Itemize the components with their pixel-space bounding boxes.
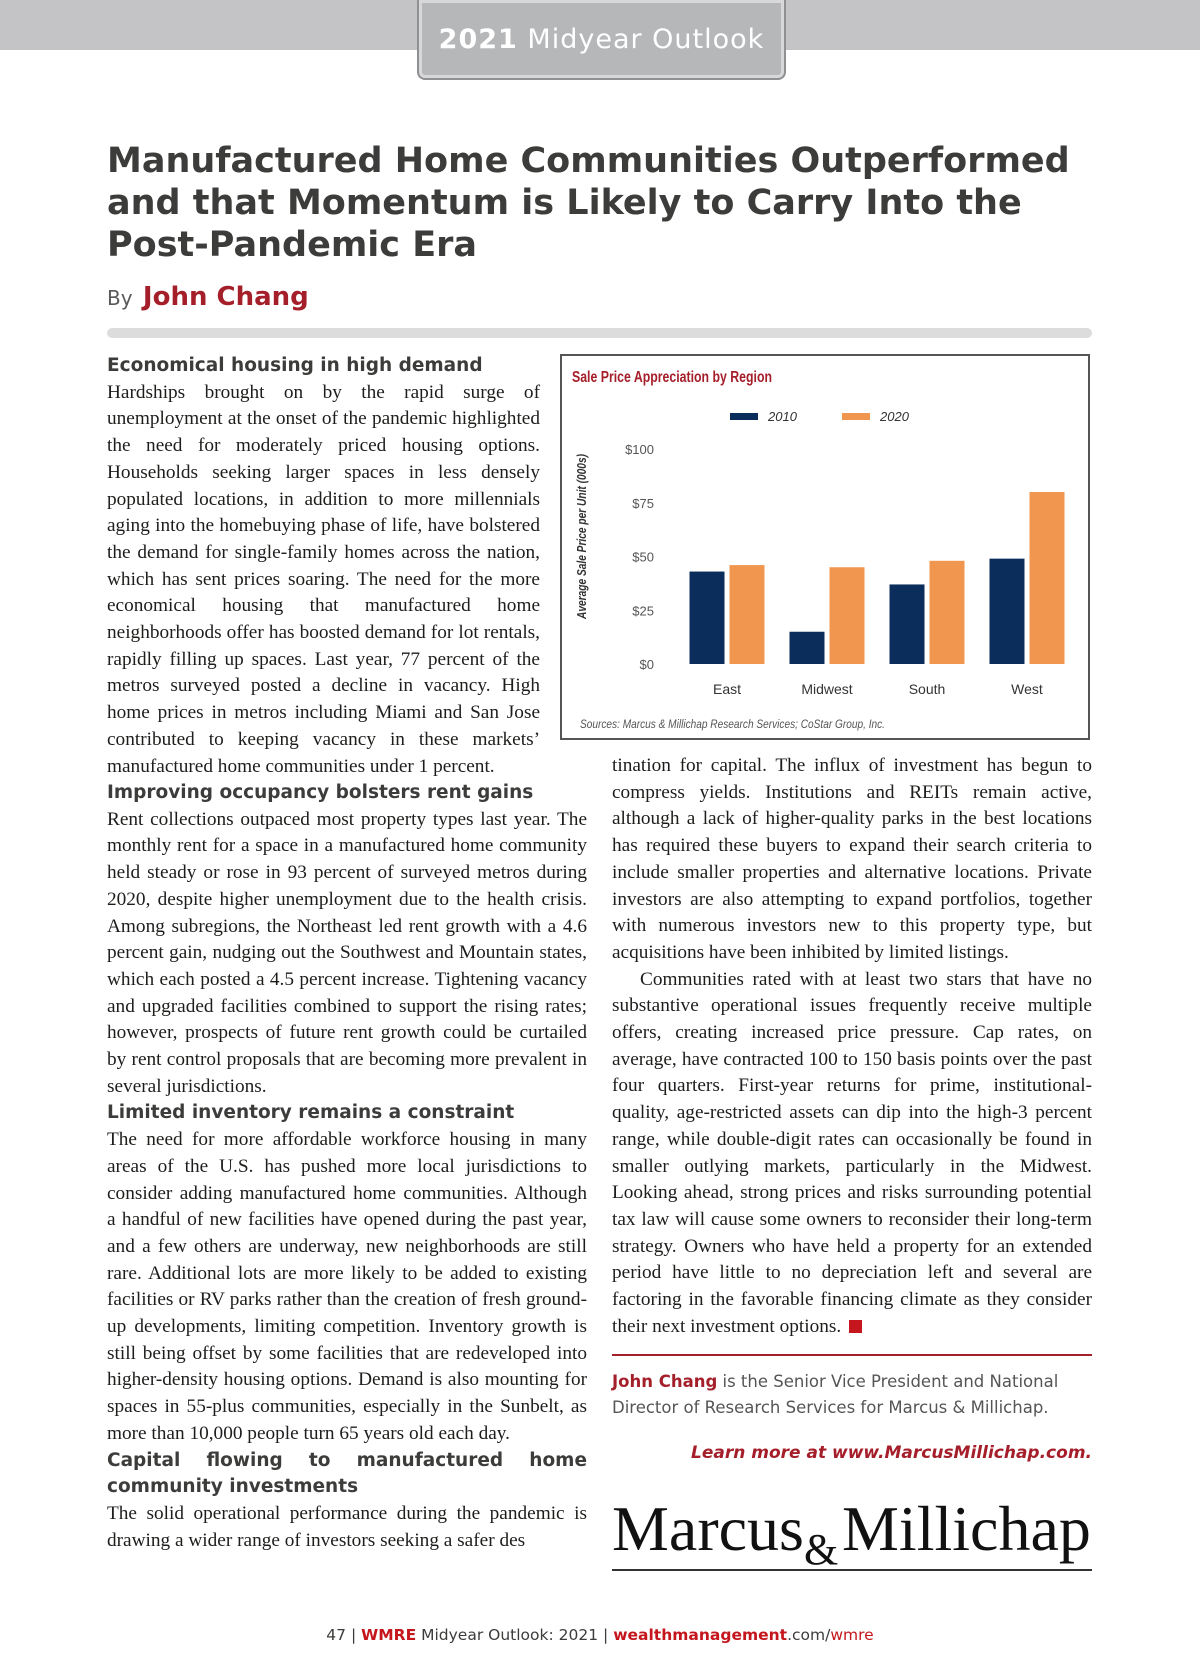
bio-author: John Chang xyxy=(612,1372,718,1391)
body-paragraph: Rent collections outpaced most property types last year. The monthly rent for a space in a manufactured home community held steady or rose in 93 percent of surveyed metros during 2020, despite higher unemployment due to the health crisis. Among subregions, the Northeast led rent growth with a 4.6 percent gain, nudging out the Southwest and Mountain states, which each posted a 4.5 percent increase. Tightening vacancy and upgraded facilities combined to support the rising rates; however, prospects of future rent growth could be curtailed by rent control proposals that are becoming more prevalent in several jurisdictions. xyxy=(107,808,587,1097)
header-divider xyxy=(107,328,1092,338)
bar-2020-east xyxy=(730,565,765,664)
y-tick-label: $100 xyxy=(625,442,654,457)
legend-swatch-2010 xyxy=(730,413,758,420)
issue-label: Midyear Outlook xyxy=(527,24,765,55)
legend-swatch-2020 xyxy=(842,413,870,420)
chart-title: Sale Price Appreciation by Region xyxy=(572,369,772,386)
footer-site-path: wmre xyxy=(830,1626,874,1644)
y-axis-label: Average Sale Price per Unit (000s) xyxy=(574,408,589,619)
legend-label-2010: 2010 xyxy=(768,409,797,424)
footer-sep: | xyxy=(350,1626,357,1644)
column-left xyxy=(107,780,587,1554)
x-tick-label: East xyxy=(712,681,742,697)
section-heading: Improving occupancy bolsters rent gains xyxy=(107,782,534,803)
y-tick-label: $75 xyxy=(632,495,654,511)
bar-2010-east xyxy=(690,572,725,664)
bio-text: is the Senior Vice President and National Director of Research Services for Marcus & Millichap. xyxy=(612,1372,1059,1417)
footer-sep: | xyxy=(603,1626,609,1644)
chart-svg xyxy=(562,356,1088,738)
bar-2010-west xyxy=(990,559,1025,664)
logo-text-left: Marcus xyxy=(612,1493,804,1564)
author-bio xyxy=(612,1369,1092,1421)
body-text: Communities rated with at least two stars that have no substantive operational issues frequently receive multiple offers, creating increased price pressure. Cap rates, on average, have contracted 100 to 150 basis points over the past four quarters. First-year returns for prime, institutional-quality, age-restricted assets can dip into the high-3 percent range, while double-digit rates can occasionally be found in smaller outlying markets, particularly in the Midwest. Looking ahead, strong prices and risks surrounding potential tax law will cause some owners to reconsider their long-term strategy. Owners who have held a property for an extended period have little to no depreciation left and several are factoring in the favorable financing climate as they consider their next investment options. xyxy=(612,968,1092,1337)
section-heading: Limited inventory remains a constraint xyxy=(107,1102,515,1124)
page-footer xyxy=(0,1626,1200,1644)
footer-publication: Midyear Outlook: 2021 xyxy=(421,1626,599,1644)
logo-ampersand: & xyxy=(804,1525,839,1568)
section-heading: Economical housing in high demand xyxy=(107,355,483,376)
logo-underline xyxy=(612,1569,1092,1571)
body-paragraph: The solid operational performance during the pandemic is drawing a wider range of investors seeking a safer des xyxy=(107,1502,587,1551)
page-number: 47 xyxy=(326,1626,347,1644)
logo-text-right: Millichap xyxy=(842,1493,1091,1564)
footer-site-domain: wealthmanagement xyxy=(613,1626,788,1644)
end-mark xyxy=(849,1320,862,1333)
body-paragraph: tination for capital. The influx of investment has begun to compress yields. Institutions and REITs remain active, although a lack of higher-quality parks in the best locations has required these buyers to expand their search criteria to include smaller properties and alternative locations. Private investors are also attempting to expand portfolios, together with numerous investors new to this property type, but acquisitions have been inhibited by limited listings. xyxy=(612,755,1092,963)
learn-more-link[interactable]: Learn more at www.MarcusMillichap.com. xyxy=(691,1443,1092,1463)
byline xyxy=(107,282,309,312)
body-paragraph: The need for more affordable workforce housing in many areas of the U.S. has pushed more local jurisdictions to consider adding manufactured home communities. Although a handful of new facilities have opened during the past year, and a few others are underway, new neighborhoods are still rare. Additional lots are more likely to be added to existing facilities or RV parks rather than the creation of fresh ground-up developments, limiting competition. Inventory growth is still being offset by some facilities that are redeveloped into higher-density housing options. Demand is also mounting for spaces in 55-plus communities, especially in the Sunbelt, as more than 10,000 people turn 65 years old each day. xyxy=(107,1129,587,1444)
y-tick-label: $0 xyxy=(639,657,654,672)
byline-by: By xyxy=(107,286,133,310)
footer-site-tld: .com/ xyxy=(787,1626,831,1644)
column-left-top xyxy=(107,353,540,780)
column-right xyxy=(612,753,1092,1340)
body-paragraph xyxy=(612,967,1092,1341)
bar-2010-midwest xyxy=(790,632,825,664)
bio-divider xyxy=(612,1354,1092,1356)
y-tick-label: $50 xyxy=(632,549,654,565)
issue-year: 2021 xyxy=(438,24,518,55)
byline-author: John Chang xyxy=(142,282,309,312)
issue-tab xyxy=(417,0,786,80)
footer-site[interactable] xyxy=(613,1626,874,1644)
x-tick-label: Midwest xyxy=(801,681,853,697)
body-paragraph: Hardships brought on by the rapid surge of unemployment at the onset of the pandemic highlighted the need for moderately priced housing options. Households seeking larger spaces in less densely populated locations, in addition to more millennials aging into the homebuying phase of life, have bolstered the demand for single-family homes across the nation, which has sent prices soaring. The need for the more economical housing that manufactured home neighborhoods offer has boosted demand for lot rentals, rapidly filling up spaces. Last year, 77 percent of the metros surveyed posted a decline in vacancy. High home prices in metros including Miami and San Jose contributed to keeping vacancy in these markets’ manufactured home communities under 1 percent. xyxy=(107,381,540,777)
bar-2020-midwest xyxy=(830,567,865,664)
section-heading: Capital flowing to manufactured home community investments xyxy=(107,1449,587,1498)
footer-brand: WMRE xyxy=(361,1626,417,1644)
article-headline: Manufactured Home Communities Outperformed and that Momentum is Likely to Carry Into the Post-Pandemic Era xyxy=(107,141,1070,265)
chart-source: Sources: Marcus & Millichap Research Services; CoStar Group, Inc. xyxy=(580,717,885,731)
y-tick-label: $25 xyxy=(632,603,654,619)
bar-2010-south xyxy=(890,584,925,664)
x-tick-label: South xyxy=(908,681,946,697)
bar-2020-west xyxy=(1030,492,1065,664)
x-tick-label: West xyxy=(1011,681,1043,697)
chart-sale-price-appreciation xyxy=(560,354,1090,740)
legend-label-2020: 2020 xyxy=(880,409,909,424)
marcus-millichap-logo xyxy=(612,1488,1092,1568)
bar-2020-south xyxy=(930,561,965,664)
